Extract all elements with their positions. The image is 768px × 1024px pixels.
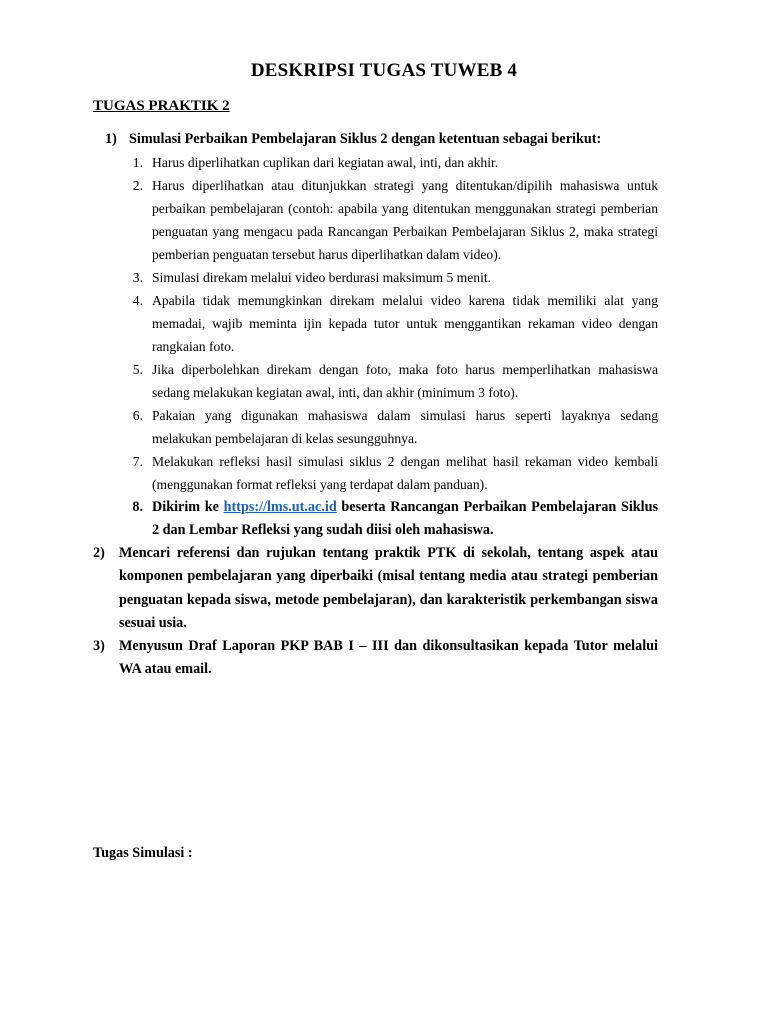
requirement-item bbox=[128, 266, 658, 289]
requirement-number: 7. bbox=[132, 454, 143, 470]
task-number: 1) bbox=[105, 131, 117, 147]
requirement-text: Pakaian yang digunakan mahasiswa dalam simulasi harus seperti layaknya sedang melakukan pembelajaran di kelas sesungguhnya. bbox=[152, 408, 658, 447]
document-title: DESKRIPSI TUGAS TUWEB 4 bbox=[250, 60, 518, 81]
requirement-number: 3. bbox=[132, 270, 143, 286]
requirement-number: 5. bbox=[132, 362, 143, 378]
simulation-task-label: Tugas Simulasi : bbox=[93, 845, 193, 861]
requirement-number: 6. bbox=[132, 408, 143, 424]
requirement-number: 4. bbox=[132, 293, 143, 309]
task-number: 2) bbox=[93, 545, 105, 562]
requirement-text: Harus diperlihatkan cuplikan dari kegiatan awal, inti, dan akhir. bbox=[152, 155, 499, 171]
section-heading: TUGAS PRAKTIK 2 bbox=[93, 98, 230, 114]
task-text: Mencari referensi dan rujukan tentang praktik PTK di sekolah, tentang aspek atau komponen pembelajaran yang diperbaiki (misal tentang media atau strategi pemberian penguatan kepada siswa, metode pembelajaran), dan karakteristik perkembangan siswa sesuai usia. bbox=[119, 545, 658, 631]
requirement-number: 8. bbox=[132, 499, 143, 516]
requirement-number: 2. bbox=[132, 178, 143, 194]
requirement-list bbox=[128, 151, 658, 542]
requirement-item bbox=[128, 404, 658, 450]
requirement-item bbox=[128, 358, 658, 404]
requirement-text: Jika diperbolehkan direkam dengan foto, maka foto harus memperlihatkan mahasiswa sedang melakukan kegiatan awal, inti, dan akhir (minimum 3 foto). bbox=[152, 362, 658, 401]
submit-text-before: Dikirim ke bbox=[152, 499, 219, 516]
task-item-2 bbox=[93, 542, 658, 635]
requirement-text bbox=[152, 496, 658, 542]
requirement-item bbox=[128, 174, 658, 266]
requirement-number: 1. bbox=[132, 155, 143, 171]
task-number: 3) bbox=[93, 638, 105, 655]
requirement-item bbox=[128, 450, 658, 496]
requirement-item bbox=[128, 289, 658, 358]
requirement-text: Simulasi direkam melalui video berdurasi maksimum 5 menit. bbox=[152, 270, 492, 286]
task-text: Simulasi Perbaikan Pembelajaran Siklus 2 dengan ketentuan sebagai berikut: bbox=[129, 131, 602, 147]
task-list bbox=[93, 128, 658, 681]
requirement-text: Apabila tidak memungkinkan direkam melalui video karena tidak memiliki alat yang memadai, wajib meminta ijin kepada tutor untuk menggantikan rekaman video dengan rangkaian foto. bbox=[152, 293, 658, 355]
requirement-text: Harus diperlihatkan atau ditunjukkan strategi yang ditentukan/dipilih mahasiswa untuk perbaikan pembelajaran (contoh: apabila yang ditentukan menggunakan strategi pemberian penguatan yang mengacu pada Rancangan Perbaikan Pembelajaran Siklus 2, maka strategi pemberian penguatan tersebut harus diperlihatkan dalam video). bbox=[152, 178, 658, 263]
task-item-3 bbox=[93, 635, 658, 681]
requirement-item bbox=[128, 496, 658, 542]
requirement-item bbox=[128, 151, 658, 174]
lms-link[interactable]: https://lms.ut.ac.id bbox=[223, 499, 337, 516]
submit-text-after: beserta Rancangan Perbaikan Pembelajaran Siklus 2 dan Lembar Refleksi yang sudah diisi oleh mahasiswa. bbox=[152, 499, 659, 539]
task-text: Menyusun Draf Laporan PKP BAB I – III dan dikonsultasikan kepada Tutor melalui WA atau email. bbox=[119, 638, 658, 678]
task-item-1 bbox=[93, 128, 658, 542]
requirement-text: Melakukan refleksi hasil simulasi siklus 2 dengan melihat hasil rekaman video kembali (menggunakan format refleksi yang terdapat dalam panduan). bbox=[152, 454, 658, 493]
